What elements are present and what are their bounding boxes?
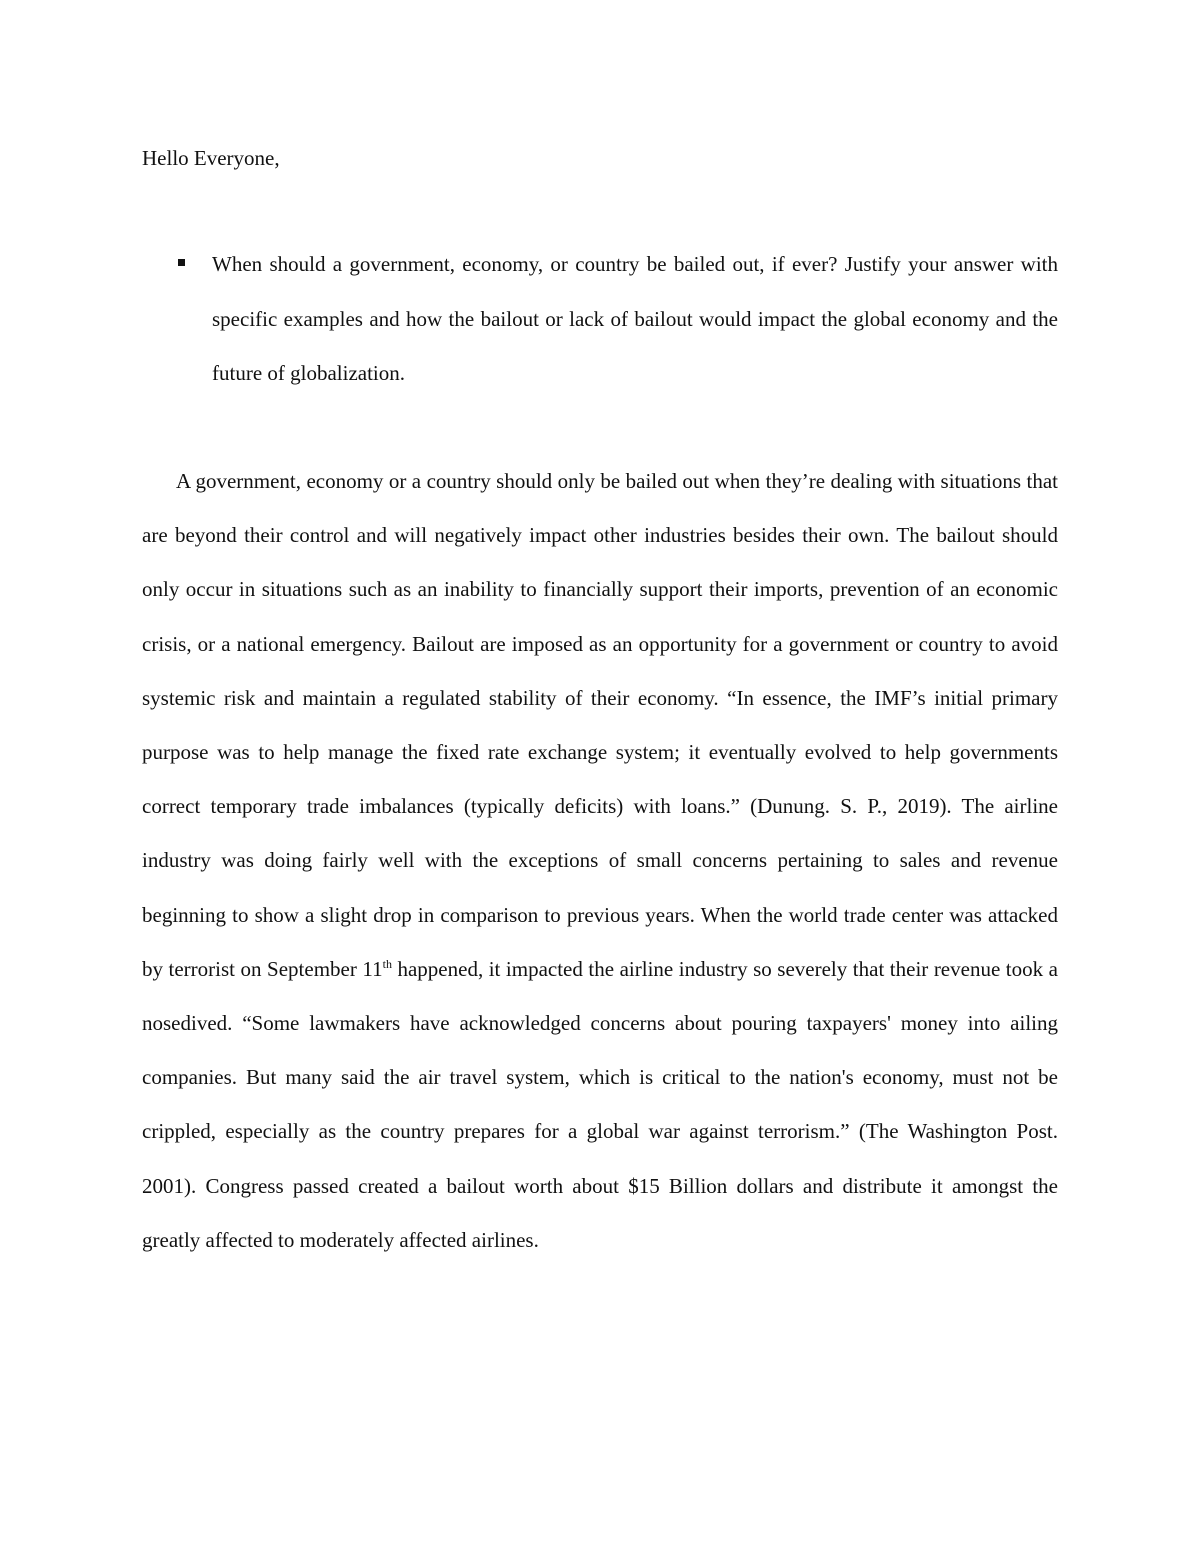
response-paragraph <box>142 454 1058 1267</box>
discussion-question: When should a government, economy, or country be bailed out, if ever? Justify your answer with specific examples and how the bailout or lack of bailout would impact the global economy and the future of globalization. <box>212 252 1058 385</box>
ordinal-superscript: th <box>382 956 392 971</box>
greeting: Hello Everyone, <box>142 146 280 170</box>
paragraph-text-part1: A government, economy or a country should only be bailed out when they’re dealing with situations that are beyond their control and will negatively impact other industries besides their own. The bailout should only occur in situations such as an inability to financially support their imports, prevention of an economic crisis, or a national emergency. Bailout are imposed as an opportunity for a government or country to avoid systemic risk and maintain a regulated stability of their economy. “In essence, the IMF’s initial primary purpose was to help manage the fixed rate exchange system; it eventually evolved to help governments correct temporary trade imbalances (typically deficits) with loans.” (Dunung. S. P., 2019). The airline industry was doing fairly well with the exceptions of small concerns pertaining to sales and revenue beginning to show a slight drop in comparison to previous years. When the world trade center was attacked by terrorist on September 11 <box>142 469 1058 981</box>
bullet-square-icon <box>142 237 212 291</box>
question-list-item <box>142 237 1058 401</box>
paragraph-text-part2: happened, it impacted the airline industry so severely that their revenue took a nosedived. “Some lawmakers have acknowledged concerns about pouring taxpayers' money into ailing companies. But many said the air travel system, which is critical to the nation's economy, must not be crippled, especially as the country prepares for a global war against terrorism.” (The Washington Post. 2001). Congress passed created a bailout worth about $15 Billion dollars and distribute it amongst the greatly affected to moderately affected airlines. <box>142 956 1058 1252</box>
